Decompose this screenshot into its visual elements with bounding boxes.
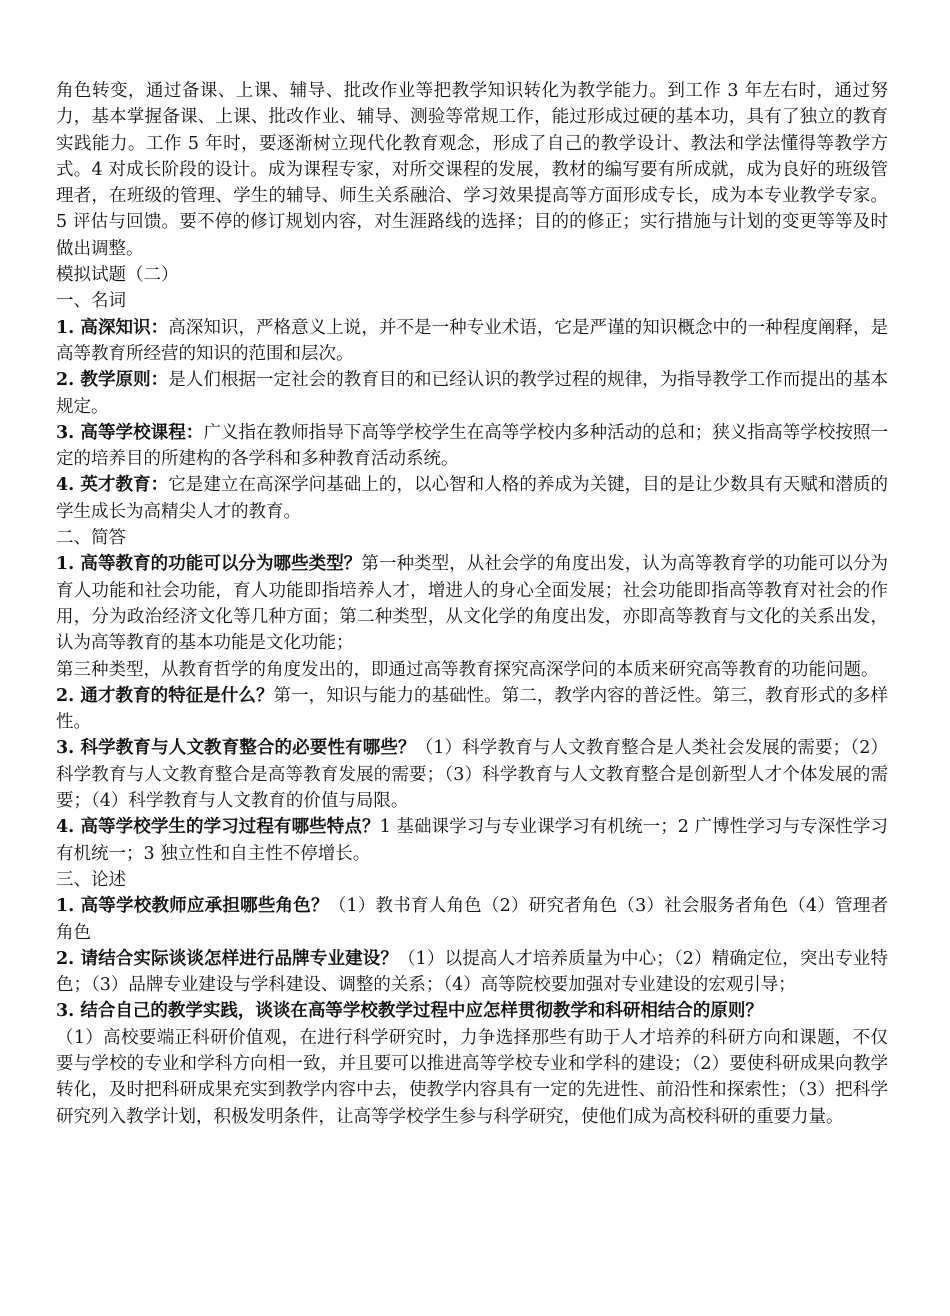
- term-label: 1. 高深知识：: [56, 317, 169, 338]
- answer-text: （1）高校要端正科研价值观，在进行科学研究时，力争选择那些有助于人才培养的科研方向和课题，不仅要与学校的专业和学科方向相一致，并且要可以推进高等学校专业和学科的建设；（2）要使科研成果向教学转化，及时把科研成果充实到教学内容中去，使教学内容具有一定的先进性、前沿性和探索性；（3）把科学研究列入教学计划，积极发明条件，让高等学校学生参与科学研究，使他们成为高校科研的重要力量。: [56, 1027, 888, 1127]
- question-item: [56, 814, 888, 867]
- term-item: [56, 472, 888, 525]
- term-label: 4. 英才教育：: [56, 475, 169, 496]
- term-item: [56, 315, 888, 368]
- intro-paragraph: 角色转变，通过备课、上课、辅导、批改作业等把教学知识转化为教学能力。到工作 3 年左右时，通过努力，基本掌握备课、上课、批改作业、辅导、测验等常规工作，能过形成过硬的基本功，具有了独立的教育实践能力。工作 5 年时，要逐渐树立现代化教育观念，形成了自己的教学设计、教法和学法懂得等教学方式。4 对成长阶段的设计。成为课程专家，对所交课程的发展，教材的编写要有所成就，成为良好的班级管理者，在班级的管理、学生的辅导、师生关系融洽、学习效果提高等方面形成专长，成为本专业教学专家。5 评估与回馈。要不停的修订规划内容，对生涯路线的选择；目的的修正；实行措施与计划的变更等等及时做出调整。: [56, 81, 888, 259]
- section-heading-essay: 三、论述: [56, 869, 126, 890]
- question-item: [56, 683, 888, 736]
- question-text: 3. 结合自己的教学实践，谈谈在高等学校教学过程中应怎样贯彻教学和科研相结合的原则？: [56, 1001, 763, 1022]
- question-item: [56, 998, 888, 1024]
- answer-continuation: [56, 1025, 888, 1130]
- term-definition: 它是建立在高深学问基础上的，以心智和人格的养成为关键，目的是让少数具有天赋和潜质的学生成长为高精尖人才的教育。: [56, 475, 888, 522]
- question-text: 2. 通才教育的特征是什么？: [56, 685, 274, 706]
- term-definition: 是人们根据一定社会的教育目的和已经认识的教学过程的规律，为指导教学工作而提出的基本规定。: [56, 370, 888, 417]
- answer-text: 1 基础课学习与专业课学习有机统一；2 广博性学习与专深性学习有机统一；3 独立性和自主性不停增长。: [56, 817, 888, 864]
- term-label: 3. 高等学校课程：: [56, 422, 204, 443]
- question-item: [56, 946, 888, 999]
- answer-continuation: [56, 657, 888, 683]
- document-title: 模拟试题（二）: [56, 265, 179, 286]
- question-item: [56, 893, 888, 946]
- term-label: 2. 教学原则：: [56, 370, 169, 391]
- question-text: 1. 高等教育的功能可以分为哪些类型？: [56, 554, 362, 575]
- question-text: 1. 高等学校教师应承担哪些角色？: [56, 896, 329, 917]
- answer-text: （1）科学教育与人文教育整合是人类社会发展的需要；（2）科学教育与人文教育整合是高等教育发展的需要；（3）科学教育与人文教育整合是创新型人才个体发展的需要；（4）科学教育与人文教育的价值与局限。: [56, 738, 888, 812]
- answer-text: （1）以提高人才培养质量为中心；（2）精确定位，突出专业特色；（3）品牌专业建设与学科建设、调整的关系；（4）高等院校要加强对专业建设的宏观引导；: [56, 948, 888, 996]
- answer-text: 第一种类型，从社会学的角度出发，认为高等教育学的功能可以分为育人功能和社会功能，育人功能即指培养人才，增进人的身心全面发展；社会功能即指高等教育对社会的作用，分为政治经济文化等几种方面；第二种类型，从文化学的角度出发，亦即高等教育与文化的关系出发，认为高等教育的基本功能是文化功能；: [56, 554, 888, 654]
- section-heading-terms: 一、名词: [56, 291, 126, 312]
- section-heading-short-answer: 二、简答: [56, 528, 126, 549]
- answer-text: （1）教书育人角色（2）研究者角色（3）社会服务者角色（4）管理者角色: [56, 896, 888, 943]
- question-text: 3. 科学教育与人文教育整合的必要性有哪些？: [56, 738, 416, 759]
- question-text: 2. 请结合实际谈谈怎样进行品牌专业建设？: [56, 948, 399, 969]
- question-item: [56, 735, 888, 814]
- term-definition: 广义指在教师指导下高等学校学生在高等学校内多种活动的总和；狭义指高等学校按照一定的培养目的所建构的各学科和多种教育活动系统。: [56, 422, 888, 470]
- question-item: [56, 551, 888, 656]
- term-item: [56, 367, 888, 420]
- answer-text: 第一，知识与能力的基础性。第二，教学内容的普泛性。第三，教育形式的多样性。: [56, 685, 888, 733]
- answer-text: 第三种类型，从教育哲学的角度发出的，即通过高等教育探究高深学问的本质来研究高等教育的功能问题。: [56, 659, 879, 680]
- term-item: [56, 420, 888, 473]
- question-text: 4. 高等学校学生的学习过程有哪些特点？: [56, 817, 380, 838]
- term-definition: 高深知识，严格意义上说，并不是一种专业术语，它是严谨的知识概念中的一种程度阐释，是高等教育所经营的知识的范围和层次。: [56, 317, 888, 364]
